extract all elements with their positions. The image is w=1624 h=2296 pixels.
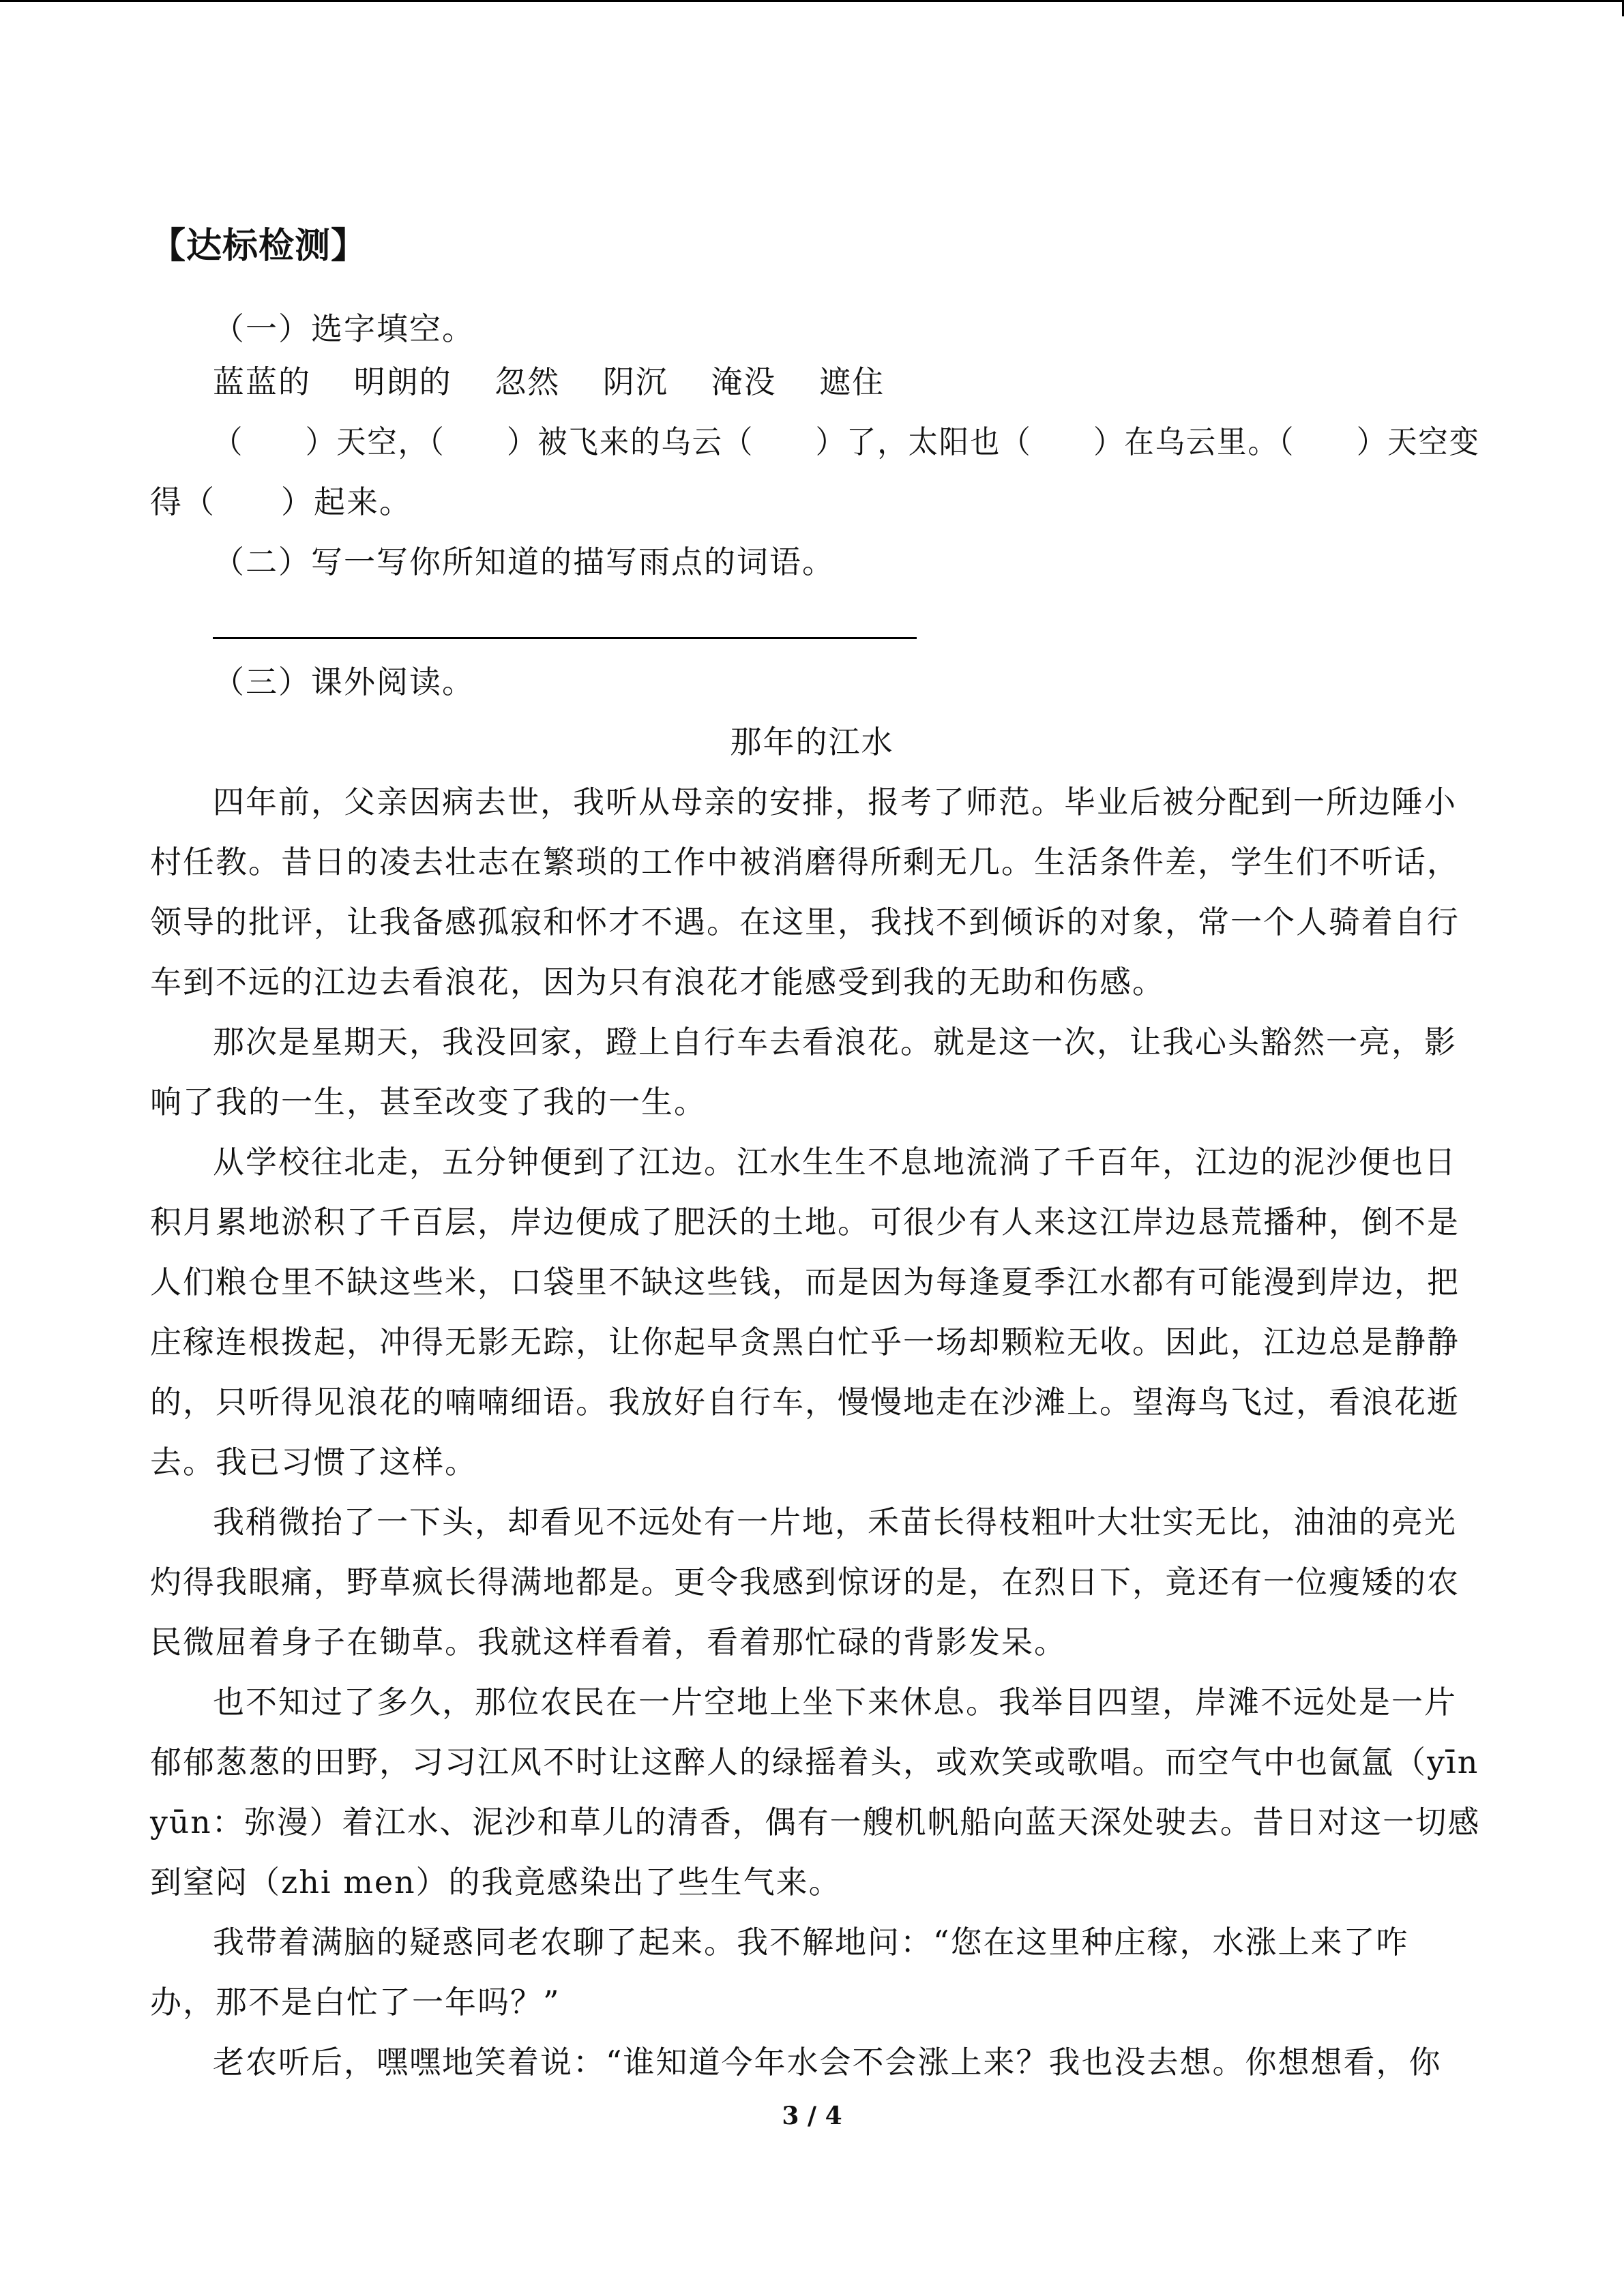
story-line: 的，只听得见浪花的喃喃细语。我放好自行车，慢慢地走在沙滩上。望海鸟飞过，看浪花逝 [150,1384,1460,1420]
story-title: 那年的江水 [730,724,894,760]
story-line: 响了我的一生，甚至改变了我的一生。 [150,1084,707,1120]
story-line: yūn：弥漫）着江水、泥沙和草儿的清香，偶有一艘机帆船向蓝天深处驶去。昔日对这一切感 [150,1804,1481,1840]
story-line: 车到不远的江边去看浪花，因为只有浪花才能感受到我的无助和伤感。 [150,964,1165,1000]
word-option: 淹没 [711,363,777,400]
story-line: 去。我已习惯了这样。 [150,1444,477,1480]
word-option: 阴沉 [602,363,668,400]
story-line: 积月累地淤积了千百层，岸边便成了肥沃的土地。可很少有人来这江岸边恳荒播种，倒不是 [150,1204,1460,1240]
word-options [213,361,916,402]
section-heading: 【达标检测】 [150,226,368,267]
story-line: 四年前，父亲因病去世，我听从母亲的安排，报考了师范。毕业后被分配到一所边陲小 [213,784,1457,820]
story-line: 灼得我眼痛，野草疯长得满地都是。更令我感到惊讶的是，在烈日下，竟还有一位瘦矮的农 [150,1564,1460,1600]
answer-blank-line [213,637,917,639]
section3-title: （三）课外阅读。 [213,664,475,700]
story-line: 从学校往北走，五分钟便到了江边。江水生生不息地流淌了千百年，江边的泥沙便也日 [213,1144,1457,1180]
story-line: 老农听后，嘿嘿地笑着说：“谁知道今年水会不会涨上来？我也没去想。你想想看，你 [213,2044,1442,2081]
word-option: 遮住 [819,363,885,400]
story-line: 到窒闷（zhi men）的我竟感染出了些生气来。 [150,1864,842,1900]
fill-blank-sentence-line: 得（ ）起来。 [150,483,412,520]
story-line: 也不知过了多久，那位农民在一片空地上坐下来休息。我举目四望，岸滩不远处是一片 [213,1684,1457,1720]
story-line: 村任教。昔日的凌去壮志在繁琐的工作中被消磨得所剩无几。生活条件差，学生们不听话， [150,844,1460,880]
story-line: 领导的批评，让我备感孤寂和怀才不遇。在这里，我找不到倾诉的对象，常一个人骑着自行 [150,904,1460,940]
story-line: 郁郁葱葱的田野，习习江风不时让这醉人的绿摇着头，或欢笑或歌唱。而空气中也氤氲（yīn [150,1744,1479,1780]
story-line: 庄稼连根拨起，冲得无影无踪，让你起早贪黑白忙乎一场却颗粒无收。因此，江边总是静静 [150,1324,1460,1360]
story-line: 我带着满脑的疑惑同老农聊了起来。我不解地问：“您在这里种庄稼，水涨上来了咋 [213,1924,1409,1960]
story-line: 那次是星期天，我没回家，蹬上自行车去看浪花。就是这一次，让我心头豁然一亮，影 [213,1024,1457,1060]
word-option: 忽然 [494,363,561,400]
page-number: 3 / 4 [782,2102,842,2130]
word-option: 明朗的 [353,363,452,400]
story-line: 我稍微抬了一下头，却看见不远处有一片地，禾苗长得枝粗叶大壮实无比，油油的亮光 [213,1504,1457,1540]
top-border-rule [0,0,1624,2]
section1-title: （一）选字填空。 [213,310,475,347]
fill-blank-sentence-line: （ ）天空，（ ）被飞来的乌云（ ）了，太阳也（ ）在乌云里。（ ）天空变 [213,423,1480,460]
section2-title: （二）写一写你所知道的描写雨点的词语。 [213,543,835,580]
word-option: 蓝蓝的 [213,363,311,400]
story-line: 人们粮仓里不缺这些米，口袋里不缺这些钱，而是因为每逢夏季江水都有可能漫到岸边，把 [150,1264,1460,1300]
story-line: 民微屈着身子在锄草。我就这样看着，看着那忙碌的背影发呆。 [150,1624,1067,1660]
story-line: 办，那不是白忙了一年吗？” [150,1984,561,2021]
